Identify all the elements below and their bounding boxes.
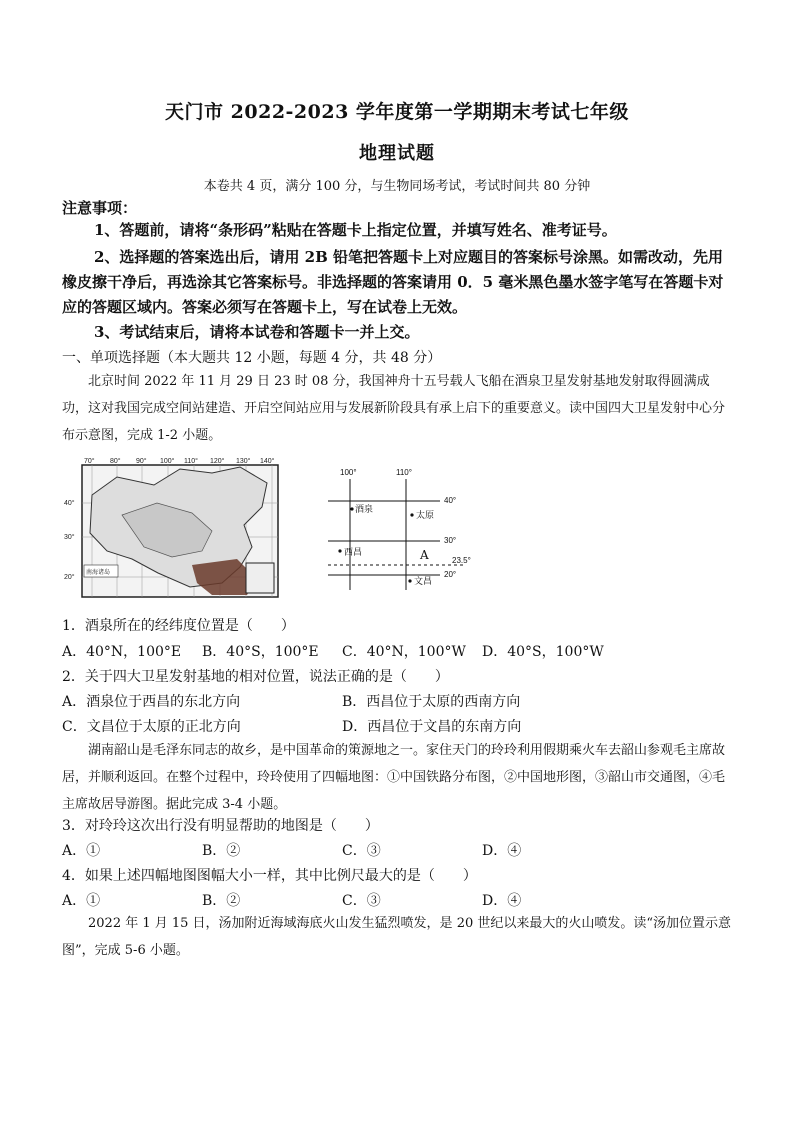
- lat-label: 23.5°: [452, 556, 471, 565]
- lat-label: 30°: [444, 536, 457, 545]
- q2-option-c: C．文昌位于太原的正北方向: [62, 719, 241, 735]
- map2-grid: [328, 479, 440, 590]
- exam-info: 本卷共 4 页，满分 100 分，与生物同场考试，考试时间共 80 分钟: [203, 179, 591, 194]
- q1-option-c: C．40°N，100°W: [342, 644, 466, 660]
- city-taiyuan: 太原: [416, 511, 435, 521]
- q2-option-d: D．西昌位于文昌的东南方向: [342, 719, 522, 735]
- passage-1: 北京时间 2022 年 11 月 29 日 23 时 08 分，我国神舟十五号载人飞船在酒泉卫星发射基地发射取得圆满成功，这对我国完成空间站建造、开启空间站应用与发展新阶段具有承上启下的重要意义。读中国四大卫星发射中心分布示意图，完成 1-2 小题。: [62, 374, 726, 443]
- lon-label: 130°: [236, 458, 251, 465]
- q4-option-c: C．③: [342, 893, 381, 909]
- lon-label: 110°: [396, 468, 412, 477]
- inset-box: [246, 563, 274, 593]
- q2-option-b: B．西昌位于太原的西南方向: [342, 694, 521, 710]
- notes-heading: 注意事项：: [62, 199, 138, 217]
- note-2: 2、选择题的答案选出后，请用 2B 铅笔把答题卡上对应题目的答案标号涂黑。如需改动，先用橡皮擦干净后，再选涂其它答案标号。非选择题的答案请用 0．5 毫米黑色墨水签字笔写在答题卡对应的答题区域内。答案必须写在答题卡上，写在试卷上无效。: [62, 248, 724, 316]
- lon-label: 80°: [110, 458, 121, 465]
- q3-option-a: A．①: [62, 843, 101, 859]
- city-dot: [350, 507, 353, 510]
- city-xichang: 西昌: [344, 548, 363, 558]
- city-dot: [408, 579, 411, 582]
- china-launch-center-map: [62, 455, 292, 605]
- city-jiuquan: 酒泉: [355, 505, 374, 515]
- lon-label: 100°: [160, 458, 175, 465]
- note-1: 1、答题前，请将“条形码”粘贴在答题卡上指定位置，并填写姓名、准考证号。: [94, 221, 617, 239]
- passage-2: 湖南韶山是毛泽东同志的故乡，是中国革命的策源地之一。家住天门的玲玲利用假期乘火车去韶山参观毛主席故居，并顺利返回。在整个过程中，玲玲使用了四幅地图：①中国铁路分布图，②中国地形图，③韶山市交通图，④毛主席故居导游图。据此完成 3-4 小题。: [62, 743, 726, 812]
- lon-label: 120°: [210, 458, 225, 465]
- lat-label: 30°: [64, 534, 75, 541]
- q1-option-a: A．40°N，100°E: [62, 644, 182, 660]
- q1-option-d: D．40°S，100°W: [482, 644, 604, 660]
- city-dot: [410, 513, 413, 516]
- passage-3: 2022 年 1 月 15 日，汤加附近海域海底火山发生猛烈喷发，是 20 世纪以来最大的火山喷发。读“汤加位置示意图”，完成 5-6 小题。: [62, 916, 732, 958]
- exam-subtitle: 地理试题: [359, 143, 435, 164]
- q3-option-d: D．④: [482, 843, 522, 859]
- note-3: 3、考试结束后，请将本试卷和答题卡一并上交。: [94, 323, 420, 341]
- question-1-stem: 1．酒泉所在的经纬度位置是（ ）: [62, 618, 295, 634]
- q3-option-b: B．②: [202, 843, 241, 859]
- lon-label: 140°: [260, 458, 275, 465]
- question-2-stem: 2．关于四大卫星发射基地的相对位置，说法正确的是（ ）: [62, 669, 449, 685]
- q4-option-d: D．④: [482, 893, 522, 909]
- lat-label: 40°: [444, 496, 457, 505]
- lat-label: 20°: [64, 574, 75, 581]
- q4-option-b: B．②: [202, 893, 241, 909]
- q2-option-a: A．酒泉位于西昌的东北方向: [62, 694, 241, 710]
- launch-centers-grid-map: [318, 465, 478, 595]
- lon-label: 100°: [340, 468, 357, 477]
- lon-label: 90°: [136, 458, 147, 465]
- lon-label: 110°: [184, 458, 198, 465]
- question-3-stem: 3．对玲玲这次出行没有明显帮助的地图是（ ）: [62, 818, 379, 834]
- inset-label: 南海诸岛: [86, 569, 111, 576]
- q3-option-c: C．③: [342, 843, 381, 859]
- lat-label: 20°: [444, 570, 457, 579]
- section-heading: 一、单项选择题（本大题共 12 小题，每题 4 分，共 48 分）: [62, 350, 442, 366]
- q4-option-a: A．①: [62, 893, 101, 909]
- lat-label: 40°: [64, 500, 75, 507]
- exam-title: 天门市 2022-2023 学年度第一学期期末考试七年级: [165, 101, 629, 123]
- city-dot: [338, 549, 341, 552]
- point-a-label: A: [420, 548, 429, 562]
- lon-label: 70°: [84, 458, 95, 465]
- question-4-stem: 4．如果上述四幅地图图幅大小一样，其中比例尺最大的是（ ）: [62, 868, 477, 884]
- q1-option-b: B．40°S，100°E: [202, 644, 319, 660]
- city-wenchang: 文昌: [414, 577, 433, 587]
